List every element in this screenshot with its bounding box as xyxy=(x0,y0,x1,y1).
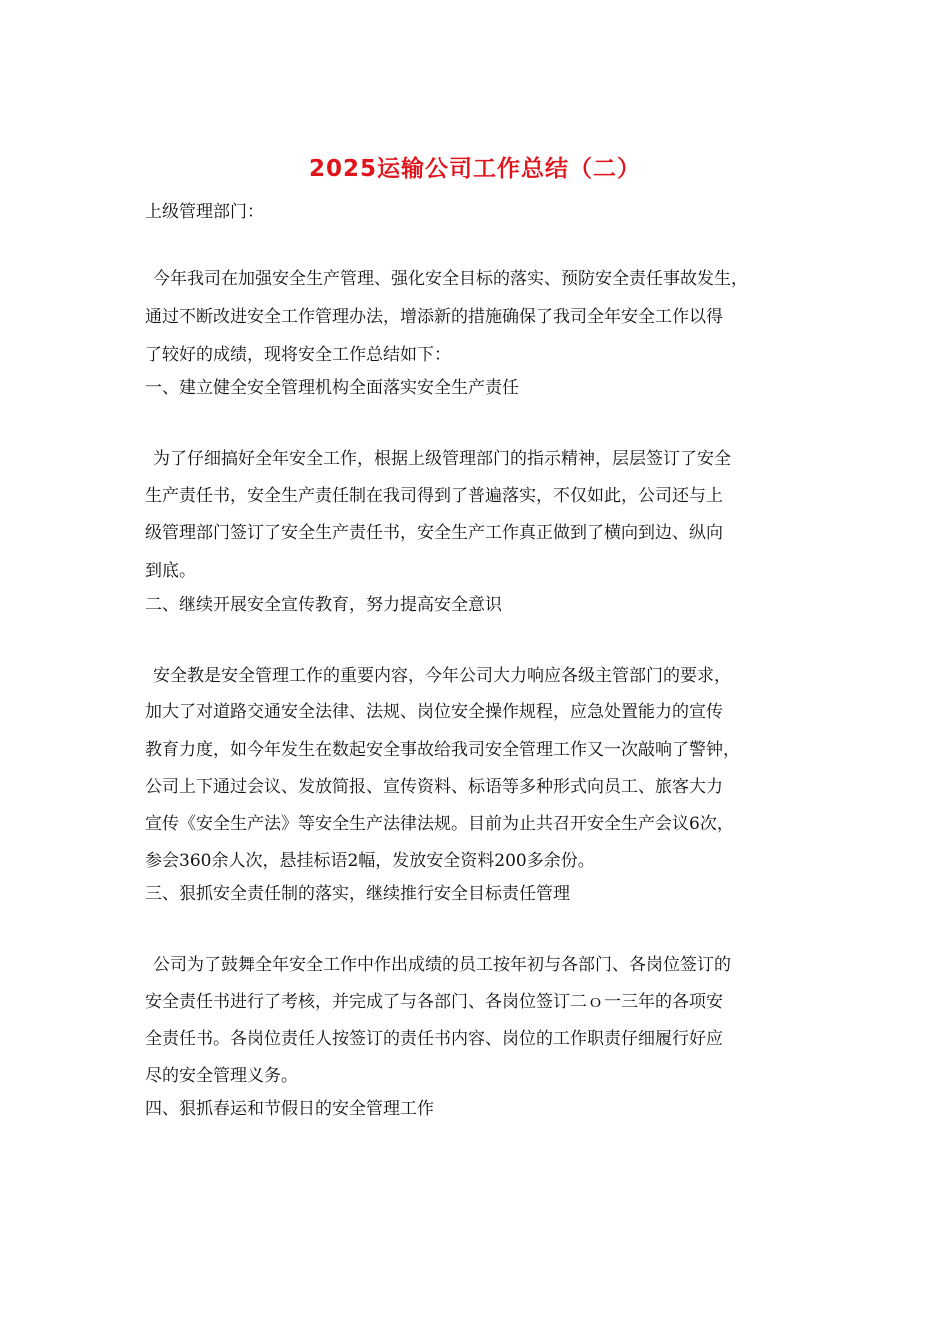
paragraph-line: 生产责任书，安全生产责任制在我司得到了普遍落实，不仅如此，公司还与上 xyxy=(145,486,723,506)
paragraph-line: 到底。 xyxy=(145,561,196,581)
paragraph-line: 尽的安全管理义务。 xyxy=(145,1066,298,1086)
paragraph-line: 教育力度，如今年发生在数起安全事故给我司安全管理工作又一次敲响了警钟， xyxy=(145,740,740,760)
paragraph-line: 了较好的成绩，现将安全工作总结如下： xyxy=(145,345,451,365)
section-heading: 三、狠抓安全责任制的落实，继续推行安全目标责任管理 xyxy=(145,884,570,904)
paragraph-line: 通过不断改进安全工作管理办法，增添新的措施确保了我司全年安全工作以得 xyxy=(145,307,723,327)
section-heading: 四、狠抓春运和节假日的安全管理工作 xyxy=(145,1099,434,1119)
paragraph-line: 今年我司在加强安全生产管理、强化安全目标的落实、预防安全责任事故发生， xyxy=(153,269,748,289)
section-heading: 二、继续开展安全宣传教育，努力提高安全意识 xyxy=(145,595,502,615)
paragraph-line: 参会360余人次，悬挂标语2幅，发放安全资料200多余份。 xyxy=(145,851,595,871)
salutation: 上级管理部门： xyxy=(145,202,264,222)
paragraph-line: 公司上下通过会议、发放简报、宣传资料、标语等多种形式向员工、旅客大力 xyxy=(145,777,723,797)
section-heading: 一、建立健全安全管理机构全面落实安全生产责任 xyxy=(145,378,519,398)
paragraph-line: 为了仔细搞好全年安全工作，根据上级管理部门的指示精神，层层签订了安全 xyxy=(153,449,731,469)
paragraph-line: 加大了对道路交通安全法律、法规、岗位安全操作规程，应急处置能力的宣传 xyxy=(145,702,723,722)
paragraph-line: 安全教是安全管理工作的重要内容，今年公司大力响应各级主管部门的要求， xyxy=(153,666,731,686)
paragraph-line: 宣传《安全生产法》等安全生产法律法规。目前为止共召开安全生产会议6次， xyxy=(145,814,734,834)
paragraph-line: 公司为了鼓舞全年安全工作中作出成绩的员工按年初与各部门、各岗位签订的 xyxy=(153,955,731,975)
paragraph-line: 安全责任书进行了考核，并完成了与各部门、各岗位签订二ｏ一三年的各项安 xyxy=(145,992,723,1012)
paragraph-line: 全责任书。各岗位责任人按签订的责任书内容、岗位的工作职责仔细履行好应 xyxy=(145,1029,723,1049)
paragraph-line: 级管理部门签订了安全生产责任书，安全生产工作真正做到了横向到边、纵向 xyxy=(145,523,723,543)
document-title: 2025运输公司工作总结（二） xyxy=(308,156,641,182)
